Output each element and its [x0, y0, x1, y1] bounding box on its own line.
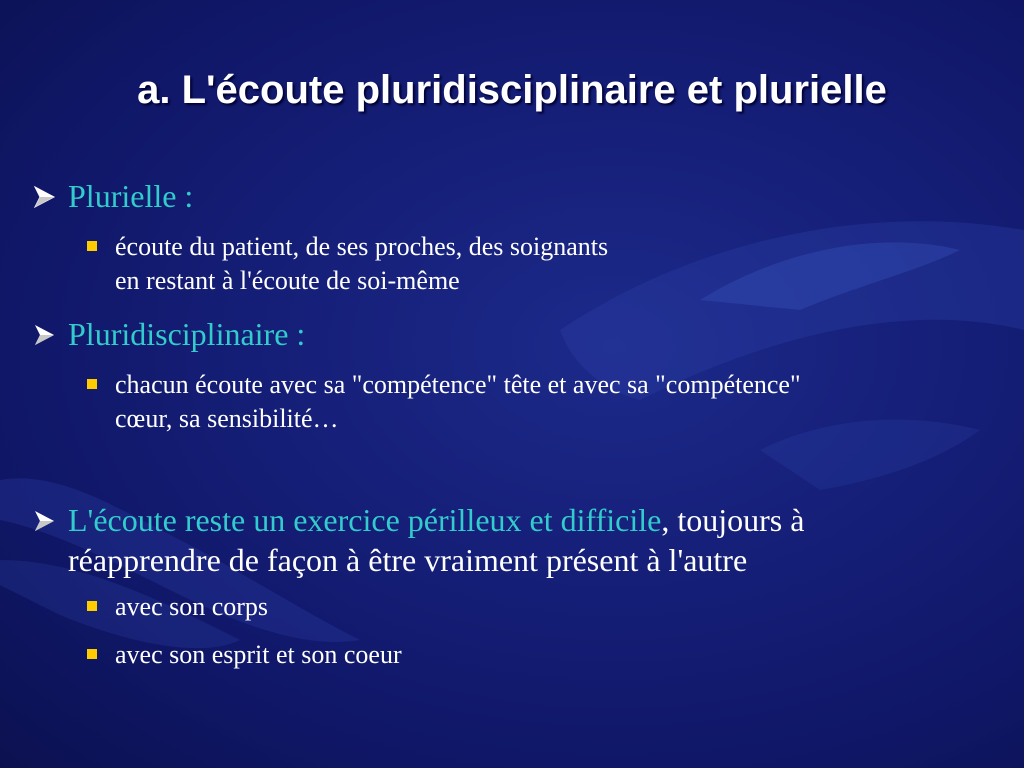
sub-bullet-text: avec son esprit et son coeur	[115, 640, 402, 669]
bullet-plurielle	[32, 176, 1002, 216]
sub-bullet-text: cœur, sa sensibilité…	[115, 404, 339, 433]
square-bullet-icon	[87, 601, 97, 611]
arrowhead-bullet-icon	[32, 509, 56, 533]
sub-bullet	[32, 368, 1002, 436]
arrowhead-bullet-icon	[32, 185, 56, 209]
bullet-ecoute-exercice	[32, 500, 1002, 580]
sub-bullet	[32, 638, 1002, 672]
square-bullet-icon	[87, 649, 97, 659]
bullet-heading-highlight: L'écoute reste un exercice périlleux et difficile	[68, 502, 662, 538]
square-bullet-icon	[87, 379, 97, 389]
slide-body	[32, 176, 1002, 672]
sub-bullet-text: avec son corps	[115, 592, 269, 621]
arrowhead-bullet-icon	[32, 323, 56, 347]
bullet-heading-rest: , toujours à	[661, 502, 805, 538]
bullet-pluridisciplinaire	[32, 314, 1002, 354]
sub-bullet	[32, 230, 1002, 298]
sub-bullet-text: écoute du patient, de ses proches, des soignants	[115, 232, 609, 261]
sub-bullet-text: chacun écoute avec sa "compétence" tête et avec sa "compétence"	[115, 370, 801, 399]
bullet-heading-line2: réapprendre de façon à être vraiment présent à l'autre	[68, 542, 748, 578]
bullet-heading: Pluridisciplinaire :	[68, 316, 306, 352]
bullet-heading: Plurielle :	[68, 178, 194, 214]
slide-title: a. L'écoute pluridisciplinaire et plurielle	[137, 68, 887, 112]
sub-bullet-text: en restant à l'écoute de soi-même	[115, 266, 460, 295]
sub-bullet	[32, 590, 1002, 624]
square-bullet-icon	[87, 241, 97, 251]
